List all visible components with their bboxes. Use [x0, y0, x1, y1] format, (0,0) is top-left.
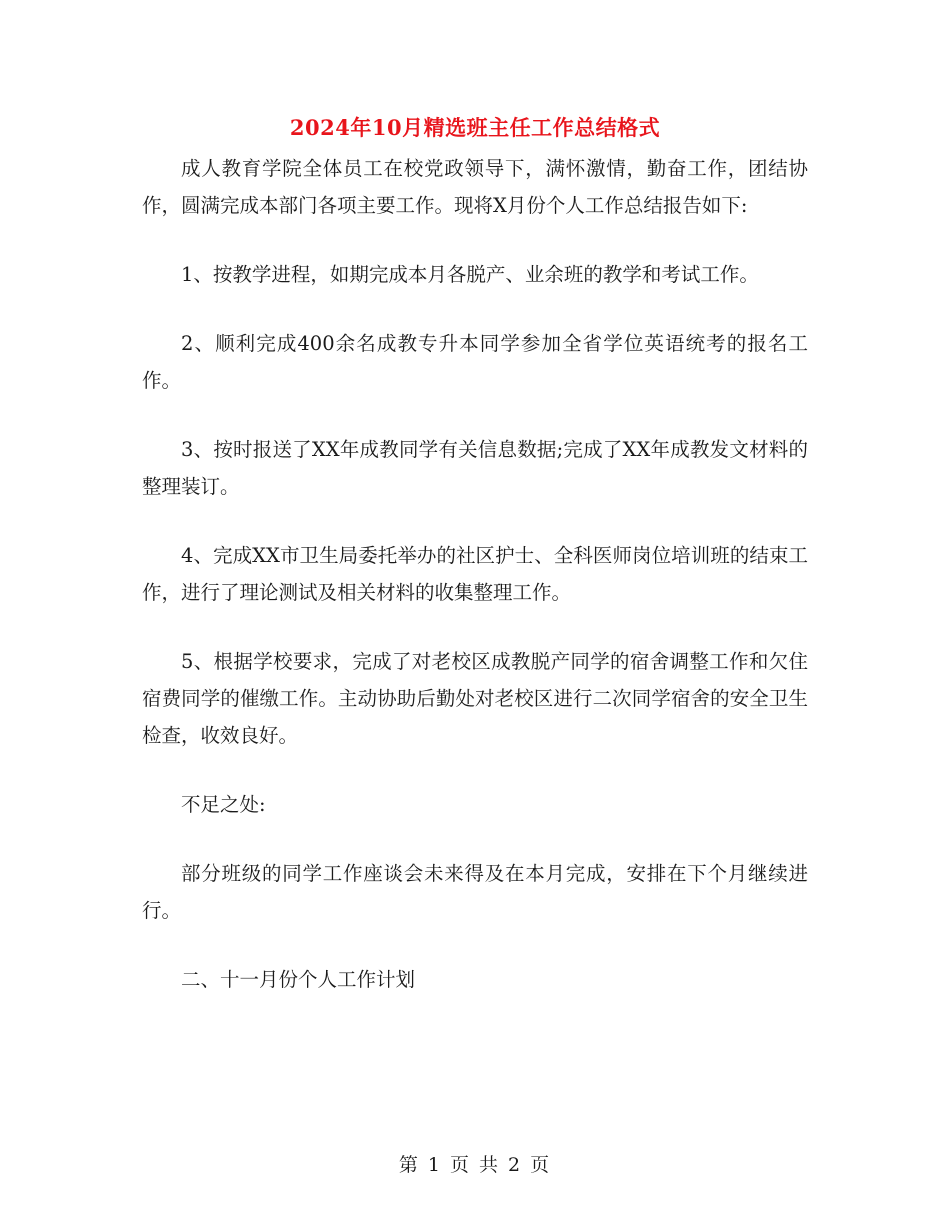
document-title: 2024年10月精选班主任工作总结格式 [289, 115, 661, 140]
paragraph-section-two-heading: 二、十一月份个人工作计划 [181, 968, 416, 991]
paragraph-item-2: 2、顺利完成400余名成教专升本同学参加全省学位英语统考的报名工作。 [142, 332, 808, 392]
paragraph-intro: 成人教育学院全体员工在校党政领导下，满怀激情，勤奋工作，团结协作，圆满完成本部门各项主要工作。现将X月份个人工作总结报告如下: [142, 157, 808, 217]
paragraph-shortcomings-heading: 不足之处: [181, 793, 266, 816]
page-footer: 第 1 页 共 2 页 [398, 1154, 552, 1176]
paragraph-shortcomings: 部分班级的同学工作座谈会未来得及在本月完成，安排在下个月继续进行。 [142, 862, 808, 922]
document-body [142, 150, 808, 1030]
paragraph-item-5: 5、根据学校要求，完成了对老校区成教脱产同学的宿舍调整工作和欠住宿费同学的催缴工作。主动协助后勤处对老校区进行二次同学宿舍的安全卫生检查，收效良好。 [142, 650, 808, 747]
paragraph-item-4: 4、完成XX市卫生局委托举办的社区护士、全科医师岗位培训班的结束工作，进行了理论测试及相关材料的收集整理工作。 [142, 544, 808, 604]
paragraph-item-1: 1、按教学进程，如期完成本月各脱产、业余班的教学和考试工作。 [181, 263, 759, 286]
paragraph-item-3: 3、按时报送了XX年成教同学有关信息数据;完成了XX年成教发文材料的整理装订。 [142, 438, 808, 498]
